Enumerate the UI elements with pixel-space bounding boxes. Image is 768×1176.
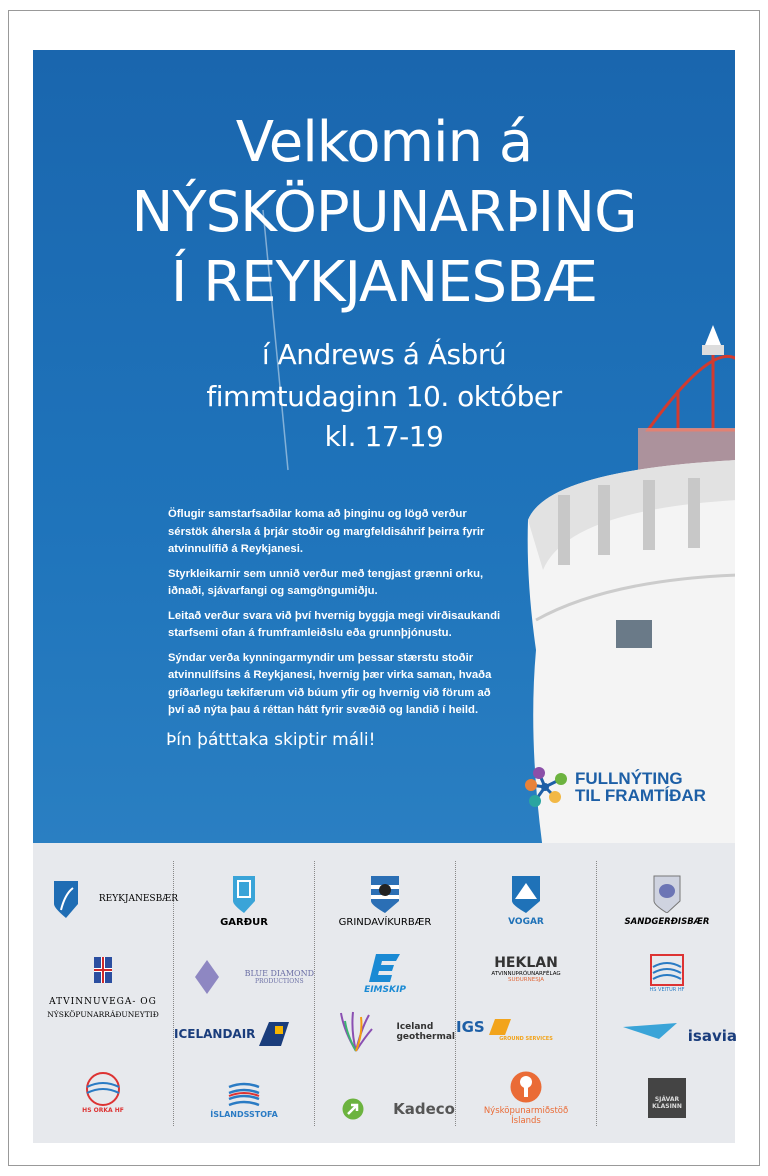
logo-label: PRODUCTIONS [255,978,304,985]
logo-eimskip [315,953,455,995]
headline-line-3: Í REYKJANESBÆ [170,250,598,315]
network-icon [525,765,569,809]
logo-igs [456,1018,596,1042]
logo-label: ICELANDAIR [174,1027,256,1041]
logo-vogar [456,875,596,927]
logo-label: GRINDAVÍKURBÆR [338,917,432,928]
logo-gardur [174,875,314,928]
shield-icon [370,875,400,913]
body-paragraph: Öflugir samstarfsaðilar koma að þinginu og lögð verður sérstök áhersla á þrjár stoðir og margfeldisáhrif þeirra fyrir atvinnulífið á Reykjanesi. [168,508,485,555]
logo-sjavarklasinn [597,1078,737,1118]
logo-kadeco [315,1098,455,1120]
campaign-line-1: FULLNÝTING [575,769,683,788]
shield-icon [653,875,681,913]
logo-label: GARÐUR [220,917,268,928]
fullnyting-logo [525,765,706,809]
logo-hs-veitur [597,953,737,993]
body-text [168,506,503,751]
logo-label: KLASINN [652,1103,682,1110]
hs-veitur-icon [649,953,685,987]
logo-label: SJÁVAR [654,1096,680,1103]
logo-label: ATVINNUÞRÓUNARFÉLAG [491,971,561,977]
logo-iceland-geothermal [315,1011,455,1053]
logo-label: isavia [687,1027,737,1045]
logo-grindavik [315,875,455,928]
logo-label: EIMSKIP [364,985,406,995]
igs-flag-icon [489,1018,511,1036]
logo-label: NÝSKÖPUNARRÁÐUNEYTIÐ [47,1010,159,1019]
tail-fin-icon [259,1021,289,1047]
logo-label: HS VEITUR HF [649,987,685,993]
call-to-action: Þín þátttaka skiptir máli! [166,729,376,750]
logo-label: SUÐURNESJA [508,977,544,983]
shield-icon [53,880,79,918]
logo-islandsstofa [174,1081,314,1119]
logo-sandgerdi [597,875,737,927]
shield-icon [232,875,256,913]
logo-label: Nýsköpunarmiðstöð [483,1106,569,1116]
logo-nmi [456,1071,596,1126]
logo-reykjanesbaer [38,880,178,918]
logo-label: Íslands [511,1116,541,1126]
event-time: kl. 17-19 [324,420,444,453]
logo-isavia [597,1021,737,1045]
logo-label: IGS [456,1018,485,1036]
sjavarklasinn-badge [648,1078,686,1118]
logo-label: ÍSLANDSSTOFA [210,1110,278,1119]
body-paragraph: Styrkleikarnir sem unnið verður með tengjast grænni orku, iðnaði, sjávarfangi og samgöngumiðju. [168,567,484,597]
kadeco-arrow-icon [342,1098,364,1120]
diamond-icon [194,959,220,995]
logo-blue-diamond [174,959,314,995]
eimskip-icon [368,953,402,983]
logo-ministry [33,951,173,1019]
body-paragraph: Sýndar verða kynningarmyndir um þessar stærstu stoðir atvinnulífsins á Reykjanesi, hvernig þær virka saman, hvaða gríðarlegu tækifærum við búum yfir og hvernig við förum að því að nýta þau á réttan hátt fyrir svæðið og landið í heild. [168,651,492,716]
logo-icelandair [174,1021,314,1047]
logo-label: HS ORKA HF [82,1107,124,1114]
logo-label: GROUND SERVICES [499,1036,553,1042]
tree-icon [510,1071,542,1103]
geothermal-burst-icon [339,1011,373,1053]
hs-orka-icon [84,1071,122,1107]
coat-of-arms-icon [85,951,121,991]
logo-label: BLUE DIAMOND [244,969,314,978]
logo-label: HEKLAN [494,955,558,971]
logo-label: geothermal [396,1032,455,1042]
shield-icon [511,875,541,913]
event-date: fimmtudaginn 10. október [206,380,562,413]
headline-line-1: Velkomin á [235,110,533,175]
event-venue: í Andrews á Ásbrú [261,338,507,371]
logo-label: VOGAR [508,917,544,927]
campaign-line-2: TIL FRAMTÍÐAR [575,786,706,805]
logo-label: Iceland [396,1022,434,1032]
poster-banner [33,50,735,843]
logo-hs-orka [33,1071,173,1114]
body-paragraph: Leitað verður svara við því hvernig byggja megi virðisaukandi starfsemi ofan á frumframleiðslu eða grunnþjónustu. [168,609,501,639]
logo-label: ATVINNUVEGA- OG [49,997,157,1007]
waves-icon [227,1081,261,1107]
partner-logos [33,843,735,1143]
isavia-wing-icon [621,1021,677,1045]
headline-line-2: NÝSKÖPUNARÞING [131,180,637,245]
logo-label: Kadeco [393,1100,455,1118]
logo-label: REYKJANESBÆR [98,894,178,904]
logo-heklan [456,955,596,983]
logo-label: SANDGERÐISBÆR [624,917,710,927]
